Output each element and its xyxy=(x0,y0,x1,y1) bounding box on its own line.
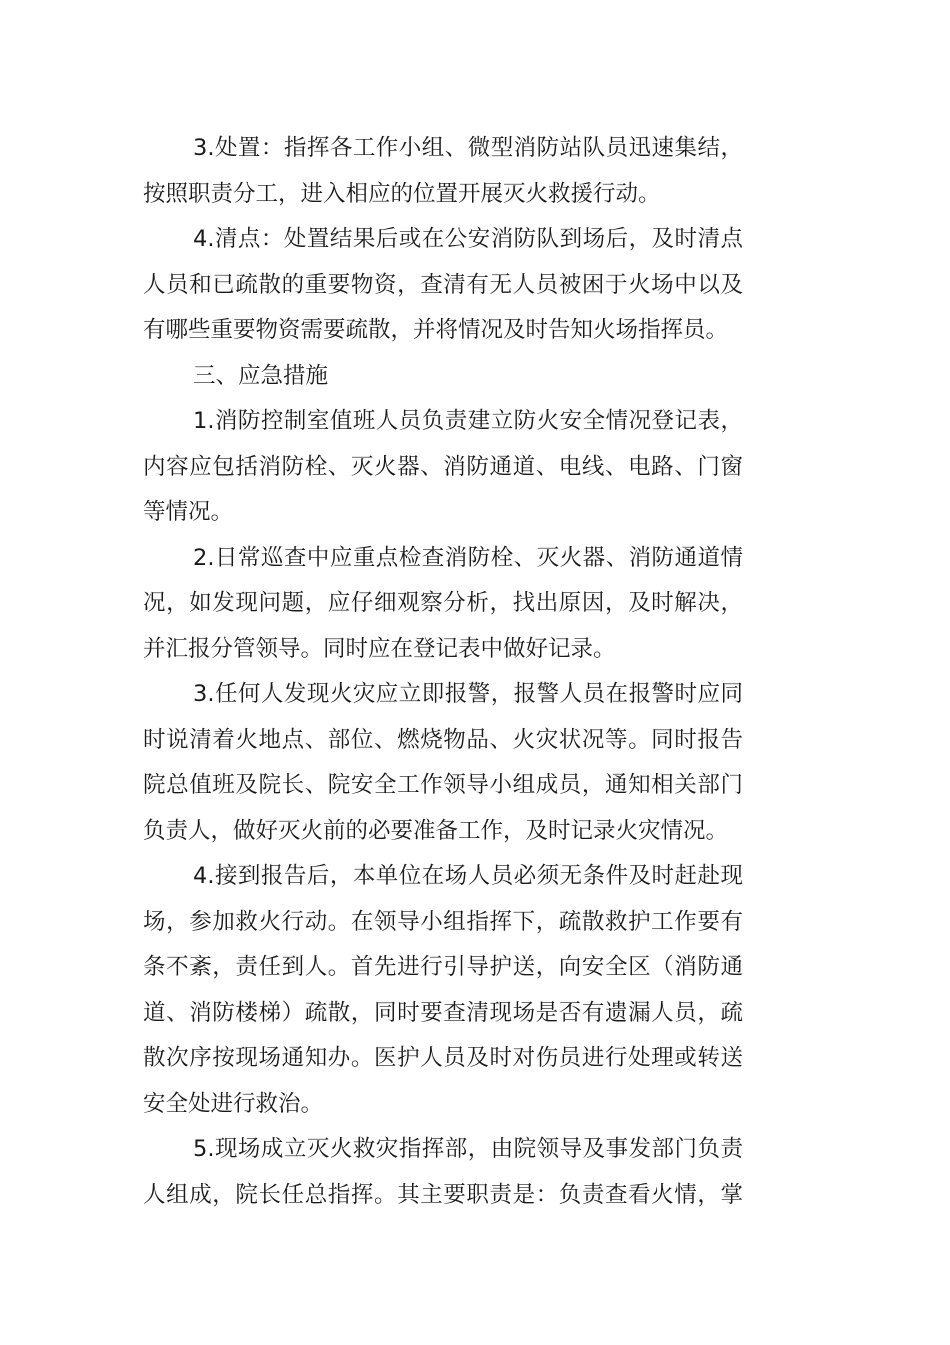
document-body xyxy=(143,126,743,1218)
text-line: 有哪些重要物资需要疏散，并将情况及时告知火场指挥员。 xyxy=(143,317,729,343)
paragraph-measure-2 xyxy=(143,536,743,673)
text-line: 4.清点：处置结果后或在公安消防队到场后，及时清点 xyxy=(193,226,743,252)
text-line: 5.现场成立灭火救灾指挥部，由院领导及事发部门负责 xyxy=(193,1136,743,1162)
text-line: 安全处进行救治。 xyxy=(143,1090,324,1117)
text-line: 人员和已疏散的重要物资，查清有无人员被困于火场中以及 xyxy=(143,271,743,298)
section-heading: 三、应急措施 xyxy=(193,362,329,389)
text-line: 并汇报分管领导。同时应在登记表中做好记录。 xyxy=(143,635,616,662)
text-line: 道、消防楼梯）疏散，同时要查清现场是否有遗漏人员，疏 xyxy=(143,999,743,1026)
text-line: 时说清着火地点、部位、燃烧物品、火灾状况等。同时报告 xyxy=(143,726,743,753)
text-line: 条不紊，责任到人。首先进行引导护送，向安全区（消防通 xyxy=(143,954,743,980)
text-line: 3.任何人发现火灾应立即报警，报警人员在报警时应同 xyxy=(193,681,743,707)
text-line: 按照职责分工，进入相应的位置开展灭火救援行动。 xyxy=(143,180,661,207)
text-line: 3.处置：指挥各工作小组、微型消防站队员迅速集结， xyxy=(193,135,743,161)
text-line: 人组成，院长任总指挥。其主要职责是：负责查看火情，掌 xyxy=(143,1181,743,1208)
paragraph-measure-5 xyxy=(143,1127,743,1218)
text-line: 4.接到报告后，本单位在场人员必须无条件及时赶赴现 xyxy=(193,863,743,889)
text-line: 散次序按现场通知办。医护人员及时对伤员进行处理或转送 xyxy=(143,1045,743,1071)
text-line: 负责人，做好灭火前的必要准备工作，及时记录火灾情况。 xyxy=(143,817,729,844)
text-line: 况，如发现问题，应仔细观察分析，找出原因，及时解决， xyxy=(143,590,743,616)
text-line: 等情况。 xyxy=(143,499,234,525)
text-line: 内容应包括消防栓、灭火器、消防通道、电线、电路、门窗 xyxy=(143,453,743,480)
text-line: 院总值班及院长、院安全工作领导小组成员，通知相关部门 xyxy=(143,772,743,798)
text-line: 1.消防控制室值班人员负责建立防火安全情况登记表， xyxy=(193,408,743,434)
paragraph-count xyxy=(143,217,743,354)
paragraph-measure-4 xyxy=(143,854,743,1127)
section-heading-emergency-measures xyxy=(143,354,743,400)
paragraph-measure-3 xyxy=(143,672,743,854)
paragraph-disposal xyxy=(143,126,743,217)
text-line: 场，参加救火行动。在领导小组指挥下，疏散救护工作要有 xyxy=(143,908,743,935)
paragraph-measure-1 xyxy=(143,399,743,536)
text-line: 2.日常巡查中应重点检查消防栓、灭火器、消防通道情 xyxy=(193,544,743,571)
